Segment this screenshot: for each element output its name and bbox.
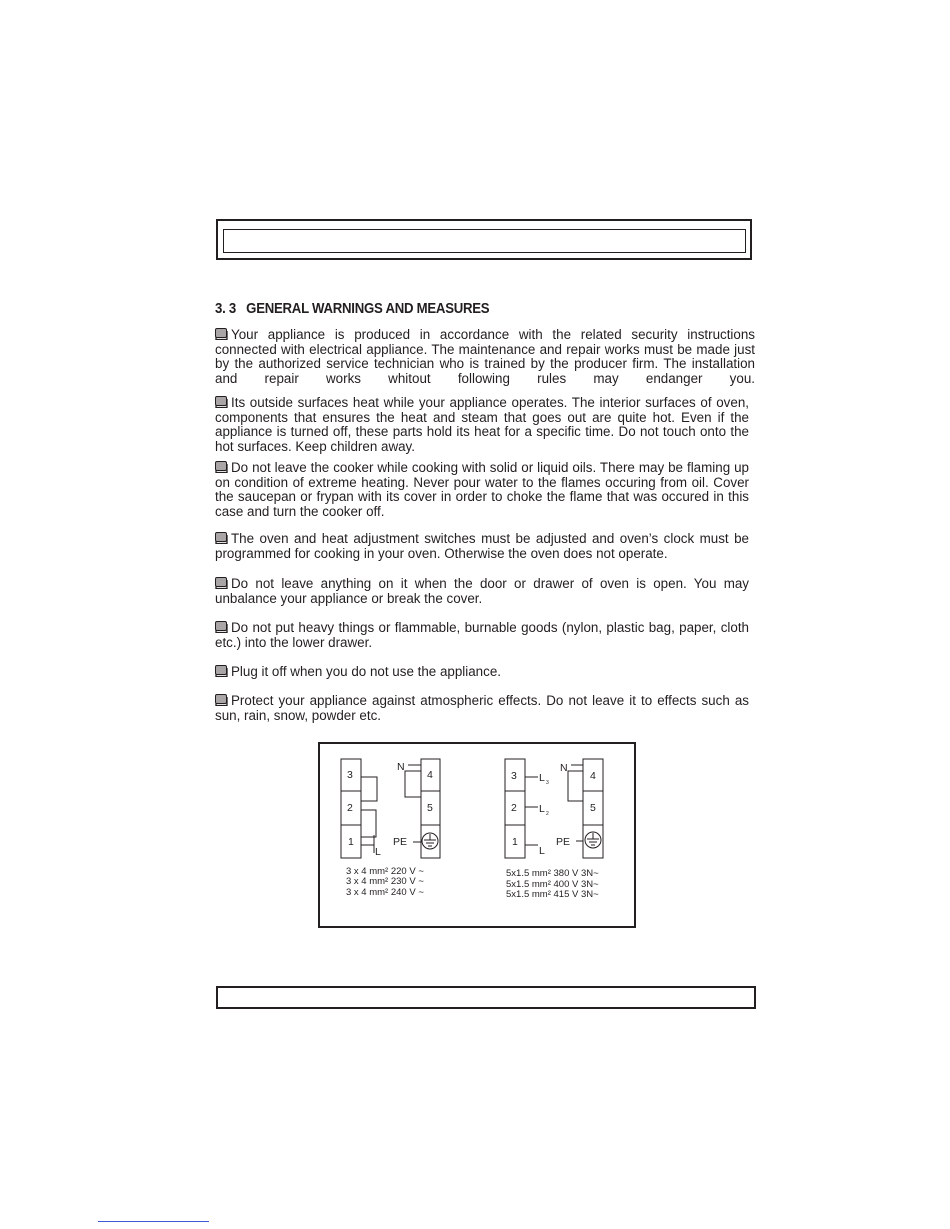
right-terminal-5: 5 [590, 802, 596, 814]
note-bullet-icon [215, 577, 228, 589]
warning-paragraph-8 [215, 694, 749, 723]
right-spec-400: 5x1.5 mm² 400 V 3N~ [506, 879, 599, 890]
section-number: 3. 3 [215, 300, 236, 317]
left-label-pe: PE [393, 836, 408, 848]
right-spec-415: 5x1.5 mm² 415 V 3N~ [506, 889, 599, 900]
left-terminal-3: 3 [347, 769, 353, 781]
right-label-n: N [560, 762, 568, 774]
header-frame [216, 219, 752, 260]
paragraph-text: Plug it off when you do not use the appliance. [231, 664, 501, 679]
paragraph-text: Do not leave the cooker while cooking with solid or liquid oils. There may be flaming up on condition of extreme heating. Never pour water to the flames occuring from oil. Cover the saucepan or frypan with its cover in order to choke the flame that was occured in this case and turn the cooker off. [215, 460, 749, 519]
ground-symbol-icon [585, 832, 601, 848]
paragraph-text: Protect your appliance against atmospheric effects. Do not leave it to effects such as sun, rain, snow, powder etc. [215, 693, 749, 723]
left-label-l: L [375, 846, 381, 858]
right-label-pe: PE [556, 836, 571, 848]
right-terminal-3: 3 [511, 770, 517, 782]
note-bullet-icon [215, 621, 228, 633]
note-bullet-icon [215, 328, 228, 340]
warning-paragraph-3 [215, 461, 749, 519]
paragraph-text: Do not leave anything on it when the door or drawer of oven is open. You may unbalance your appliance or break the cover. [215, 576, 749, 606]
note-bullet-icon [215, 694, 228, 706]
left-terminal-block [341, 759, 440, 858]
paragraph-text: Your appliance is produced in accordance with the related security instructions connected with electrical appliance. The maintenance and repair works must be made just by the authorized service technician who is trained by the producer firm. The installation and repair works whitout following rules may endanger you. [215, 327, 755, 386]
warning-paragraph-7 [215, 665, 749, 680]
right-label-l2: L [539, 803, 545, 815]
right-label-l: L [539, 845, 545, 857]
left-spec-220: 3 x 4 mm² 220 V ~ [346, 866, 424, 877]
warning-paragraph-6 [215, 621, 749, 650]
right-terminal-1: 1 [512, 836, 518, 848]
paragraph-text: Its outside surfaces heat while your appliance operates. The interior surfaces of oven, components that ensures the heat and steam that goes out are quite hot. Even if the appliance is turned off, these parts hold its heat for a specific time. Do not touch onto the hot surfaces. Keep children away. [215, 395, 749, 454]
paragraph-text: The oven and heat adjustment switches must be adjusted and oven’s clock must be programmed for cooking in your oven. Otherwise the oven does not operate. [215, 531, 749, 561]
link-underline[interactable] [98, 1221, 209, 1222]
left-terminal-1: 1 [348, 836, 354, 848]
right-label-l3-sub: 3 [546, 780, 549, 786]
right-terminal-2: 2 [511, 802, 517, 814]
ground-symbol-icon [422, 833, 438, 849]
note-bullet-icon [215, 532, 228, 544]
left-terminal-2: 2 [347, 802, 353, 814]
left-terminal-4: 4 [427, 769, 433, 781]
right-label-l3: L [539, 772, 545, 784]
warning-paragraph-5 [215, 577, 749, 606]
wiring-diagram [318, 742, 636, 928]
footer-frame [216, 986, 756, 1009]
warning-paragraph-1 [215, 328, 755, 386]
section-heading [215, 300, 489, 317]
note-bullet-icon [215, 396, 228, 408]
note-bullet-icon [215, 461, 228, 473]
left-spec-240: 3 x 4 mm² 240 V ~ [346, 887, 424, 898]
warning-paragraph-2 [215, 396, 749, 454]
note-bullet-icon [215, 665, 228, 677]
paragraph-text: Do not put heavy things or flammable, burnable goods (nylon, plastic bag, paper, cloth etc.) into the lower drawer. [215, 620, 749, 650]
left-label-n: N [397, 761, 405, 773]
right-terminal-block [505, 759, 603, 858]
header-inner-frame [223, 229, 746, 253]
right-label-l2-sub: 2 [546, 811, 549, 817]
left-terminal-5: 5 [427, 802, 433, 814]
warning-paragraph-4 [215, 532, 749, 561]
section-title: GENERAL WARNINGS AND MEASURES [246, 300, 490, 317]
right-terminal-4: 4 [590, 770, 596, 782]
right-spec-380: 5x1.5 mm² 380 V 3N~ [506, 868, 599, 879]
left-spec-230: 3 x 4 mm² 230 V ~ [346, 876, 424, 887]
